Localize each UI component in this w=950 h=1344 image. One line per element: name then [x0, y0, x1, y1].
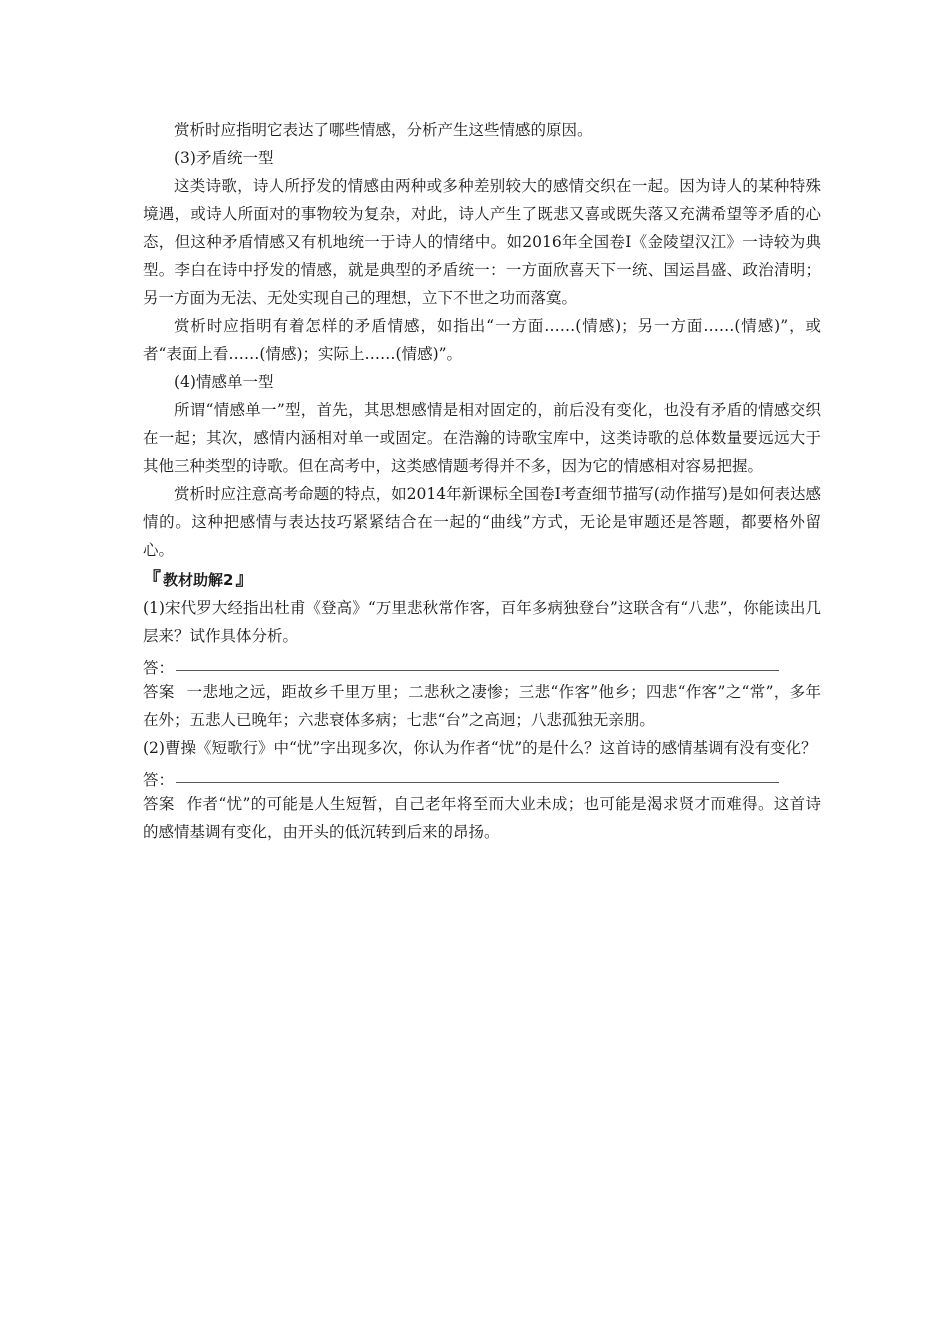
paragraph: 所谓“情感单一”型，首先，其思想感情是相对固定的，前后没有变化，也没有矛盾的情感交织在一起；其次，感情内涵相对单一或固定。在浩瀚的诗歌宝库中，这类诗歌的总体数量要远远大于其他三种类型的诗歌。但在高考中，这类感情题考得并不多，因为它的情感相对容易把握。	[143, 401, 821, 475]
question: (1)宋代罗大经指出杜甫《登高》“万里悲秋常作客，百年多病独登台”这联含有“八悲”，你能读出几层来？试作具体分析。	[143, 599, 821, 645]
answer-rule	[176, 782, 779, 783]
document-page	[143, 116, 821, 846]
section-heading	[143, 566, 821, 594]
bracket-open: 『	[143, 569, 161, 590]
subheading: (4)情感单一型	[174, 373, 274, 391]
answer-label: 答案	[143, 683, 175, 701]
answer-content: 作者“忧”的可能是人生短暂，自己老年将至而大业未成；也可能是渴求贤才而难得。这首诗的感情基调有变化，由开头的低沉转到后来的昂扬。	[143, 795, 821, 841]
answer-prompt: 答：	[143, 771, 175, 789]
paragraph: 赏析时应指明它表达了哪些情感，分析产生这些情感的原因。	[174, 121, 593, 139]
answer-blank	[143, 762, 821, 790]
subheading: (3)矛盾统一型	[174, 149, 274, 167]
answer-blank	[143, 650, 821, 678]
answer-label: 答案	[143, 795, 175, 813]
answer-text	[143, 678, 821, 734]
paragraph: 赏析时应注意高考命题的特点，如2014年新课标全国卷Ⅰ考查细节描写(动作描写)是如何表达感情的。这种把感情与表达技巧紧紧结合在一起的“曲线”方式，无论是审题还是答题，都要格外留心。	[143, 485, 821, 559]
bracket-close: 』	[235, 569, 254, 590]
answer-content: 一悲地之远，距故乡千里万里；二悲秋之凄惨；三悲“作客”他乡；四悲“作客”之“常”，多年在外；五悲人已晚年；六悲衰体多病；七悲“台”之高迥；八悲孤独无亲朋。	[143, 683, 821, 729]
answer-rule	[176, 670, 779, 671]
answer-text	[143, 790, 821, 846]
question: (2)曹操《短歌行》中“忧”字出现多次，你认为作者“忧”的是什么？这首诗的感情基调有没有变化？	[143, 739, 817, 757]
paragraph: 赏析时应指明有着怎样的矛盾情感，如指出“一方面……(情感)；另一方面……(情感)”，或者“表面上看……(情感)；实际上……(情感)”。	[143, 317, 821, 363]
section-title: 教材助解2	[163, 571, 234, 589]
paragraph: 这类诗歌，诗人所抒发的情感由两种或多种差别较大的感情交织在一起。因为诗人的某种特殊境遇，或诗人所面对的事物较为复杂，对此，诗人产生了既悲又喜或既失落又充满希望等矛盾的心态，但这种矛盾情感又有机地统一于诗人的情绪中。如2016年全国卷Ⅰ《金陵望汉江》一诗较为典型。李白在诗中抒发的情感，就是典型的矛盾统一：一方面欣喜天下一统、国运昌盛、政治清明；另一方面为无法、无处实现自己的理想，立下不世之功而落寞。	[143, 177, 821, 307]
answer-prompt: 答：	[143, 659, 175, 677]
